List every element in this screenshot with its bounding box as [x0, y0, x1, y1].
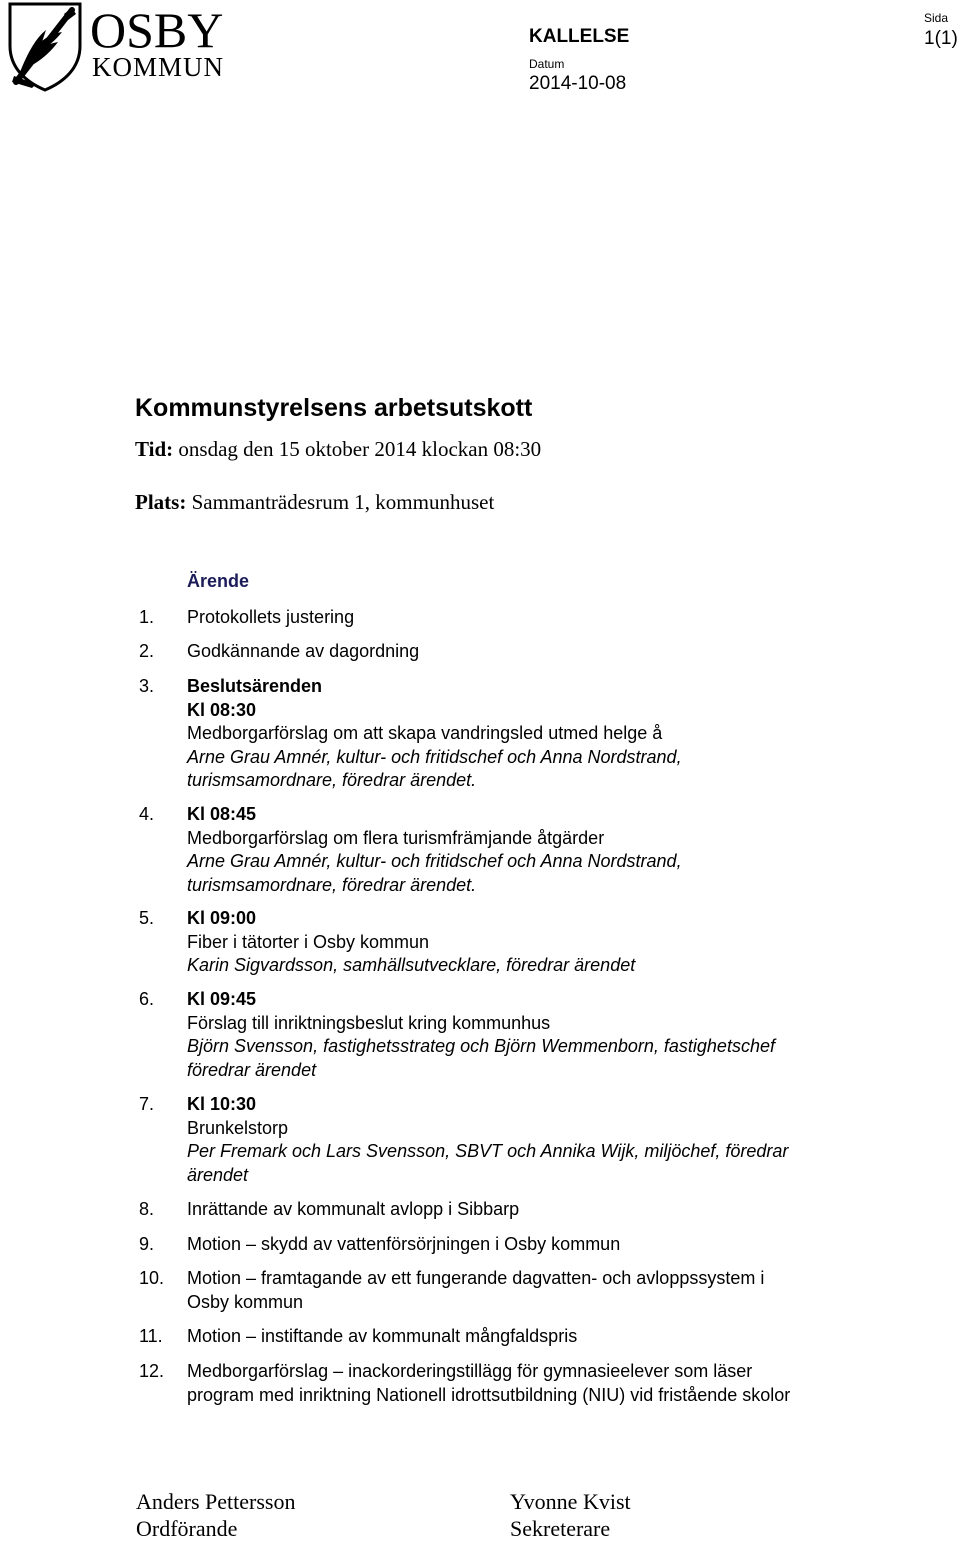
item-time: Kl 08:45 [187, 804, 257, 824]
item-text [187, 1093, 907, 1187]
item-text [187, 1360, 907, 1407]
page-label: Sida [924, 11, 949, 25]
item-time: Kl 10:30 [187, 1094, 257, 1114]
item-number: 8. [139, 1199, 155, 1219]
page-number: 1(1) [924, 28, 958, 49]
item-text [187, 988, 907, 1082]
item-text [187, 907, 907, 978]
item-line: Förslag till inriktningsbeslut kring kommunhus [187, 1012, 551, 1033]
item-number: 12. [139, 1361, 165, 1381]
item-line: Motion – instiftande av kommunalt mångfaldspris [187, 1326, 578, 1346]
item-line: Motion – framtagande av ett fungerande dagvatten- och avloppssystem i [187, 1268, 765, 1288]
meeting-time [135, 437, 541, 462]
item-heading: Beslutsärenden [187, 676, 323, 696]
item-text [187, 1198, 907, 1222]
signature-role: Ordförande [136, 1516, 238, 1541]
place-label: Plats: [135, 490, 187, 514]
item-presenter: turismsamordnare, föredrar ärendet. [187, 770, 477, 790]
item-number: 9. [139, 1234, 155, 1254]
agenda-heading: Ärende [187, 571, 250, 591]
item-text [187, 1325, 907, 1349]
item-number: 7. [139, 1094, 155, 1114]
item-line: Protokollets justering [187, 607, 355, 627]
signature-name: Yvonne Kvist [510, 1489, 631, 1514]
time-label: Tid: [135, 437, 174, 461]
item-number: 4. [139, 804, 155, 824]
item-text [187, 640, 907, 664]
item-line: Inrättande av kommunalt avlopp i Sibbarp [187, 1199, 520, 1219]
item-presenter: ärendet [187, 1164, 249, 1185]
signature-secretary [510, 1488, 631, 1542]
item-number: 6. [139, 989, 155, 1009]
item-line: Medborgarförslag om att skapa vandringsled utmed helge å [187, 723, 663, 743]
osby-coat-of-arms-icon [6, 2, 84, 92]
item-presenter: Arne Grau Amnér, kultur- och fritidschef och Anna Nordstrand, [187, 746, 682, 767]
item-number: 2. [139, 641, 155, 661]
item-text [187, 1233, 907, 1257]
signature-role: Sekreterare [510, 1516, 611, 1541]
meeting-title: Kommunstyrelsens arbetsutskott [135, 394, 533, 422]
document-type: KALLELSE [529, 26, 630, 47]
item-line: Brunkelstorp [187, 1117, 289, 1138]
item-text [187, 803, 907, 897]
item-presenter: Karin Sigvardsson, samhällsutvecklare, föredrar ärendet [187, 955, 636, 975]
item-number: 10. [139, 1268, 165, 1288]
brand-name: OSBY [90, 2, 224, 58]
item-presenter: föredrar ärendet [187, 1059, 317, 1080]
date-value: 2014-10-08 [529, 73, 627, 94]
item-text [187, 675, 907, 793]
item-line: Osby kommun [187, 1291, 304, 1312]
item-time: Kl 08:30 [187, 699, 257, 720]
item-line: Godkännande av dagordning [187, 641, 420, 661]
item-text [187, 1267, 907, 1314]
item-presenter: turismsamordnare, föredrar ärendet. [187, 874, 477, 895]
brand-subtitle: KOMMUN [92, 52, 225, 82]
item-text [187, 606, 907, 630]
signature-name: Anders Pettersson [136, 1489, 296, 1514]
item-line: Medborgarförslag – inackorderingstillägg för gymnasieelever som läser [187, 1361, 753, 1381]
item-line: Motion – skydd av vattenförsörjningen i Osby kommun [187, 1234, 621, 1254]
item-number: 3. [139, 676, 155, 696]
signature-chair [136, 1488, 295, 1542]
item-number: 11. [139, 1326, 163, 1346]
item-line: Fiber i tätorter i Osby kommun [187, 931, 430, 952]
meeting-place [135, 490, 494, 515]
date-label: Datum [529, 57, 565, 71]
place-value: Sammanträdesrum 1, kommunhuset [186, 490, 495, 514]
item-presenter: Per Fremark och Lars Svensson, SBVT och Annika Wijk, miljöchef, föredrar [187, 1141, 789, 1161]
time-value: onsdag den 15 oktober 2014 klockan 08:30 [173, 437, 542, 461]
item-line: program med inriktning Nationell idrottsutbildning (NIU) vid fristående skolor [187, 1384, 791, 1405]
item-number: 5. [139, 908, 155, 928]
item-line: Medborgarförslag om flera turismfrämjande åtgärder [187, 827, 605, 848]
item-presenter: Björn Svensson, fastighetsstrateg och Björn Wemmenborn, fastighetschef [187, 1036, 775, 1056]
item-time: Kl 09:45 [187, 989, 257, 1009]
item-number: 1. [139, 607, 155, 627]
item-time: Kl 09:00 [187, 908, 257, 928]
item-presenter: Arne Grau Amnér, kultur- och fritidschef och Anna Nordstrand, [187, 851, 682, 871]
